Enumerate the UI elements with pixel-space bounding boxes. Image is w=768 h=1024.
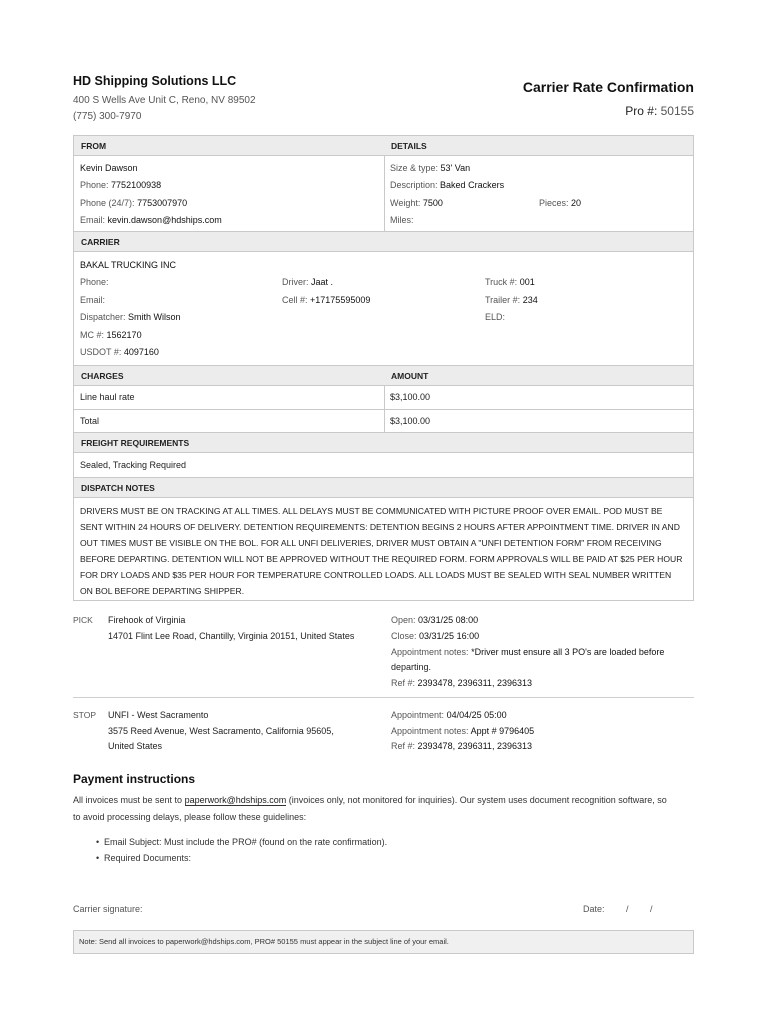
pick-notes: Appointment notes: *Driver must ensure all 3 PO's are loaded before (391, 647, 665, 657)
payment-email-link[interactable]: paperwork@hdships.com (184, 795, 287, 805)
carrier-phone: Phone: (80, 277, 109, 287)
carrier-signature-label: Carrier signature: (73, 904, 143, 914)
charges-section (73, 365, 694, 433)
column-divider (384, 156, 385, 232)
details-weight: Weight: 7500 (390, 198, 443, 208)
carrier-truck: Truck #: 001 (485, 277, 535, 287)
pro-number (625, 104, 694, 118)
stop-divider (73, 697, 694, 698)
carrier-trailer: Trailer #: 234 (485, 295, 538, 305)
from-phone: Phone: 7752100938 (80, 180, 162, 190)
stop-name: UNFI - West Sacramento (108, 710, 209, 720)
details-pieces: Pieces: 20 (539, 198, 582, 208)
row-divider (74, 409, 693, 410)
pick-name: Firehook of Virginia (108, 615, 186, 625)
payment-line-2: to avoid processing delays, please follow these guidelines: (73, 812, 307, 822)
pick-ref: Ref #: 2393478, 2396311, 2396313 (391, 678, 532, 688)
freight-header: FREIGHT REQUIREMENTS (74, 433, 693, 453)
freight-text: Sealed, Tracking Required (80, 460, 187, 470)
stop-type: STOP (73, 710, 96, 720)
document-title: Carrier Rate Confirmation (522, 79, 694, 95)
dispatch-notes-text (80, 503, 682, 599)
pro-label: Pro #: (625, 104, 658, 118)
carrier-eld: ELD: (485, 312, 506, 322)
amount-header: AMOUNT (384, 366, 693, 386)
total-label: Total (80, 416, 100, 426)
dispatch-note-line: OUT TIMES MUST BE VISIBLE ON THE BOL. FOR ALL UNFI DELIVERIES, DRIVER MUST OBTAIN A "UNFI DETENTION FORM" FROM RECEIVING (80, 538, 662, 548)
from-details-section (73, 135, 694, 232)
carrier-driver: Driver: Jaat . (282, 277, 334, 287)
total-amount: $3,100.00 (390, 416, 431, 426)
pick-type: PICK (73, 615, 93, 625)
charge-amount: $3,100.00 (390, 392, 431, 402)
footer-note: Note: Send all invoices to paperwork@hdships.com, PRO# 50155 must appear in the subject line of your email. (73, 930, 694, 954)
stop-address-cont: United States (108, 741, 163, 751)
dispatch-notes-header: DISPATCH NOTES (74, 478, 693, 498)
freight-section (73, 432, 694, 478)
dispatch-note-line: FOR DRY LOADS AND $35 PER HOUR FOR TEMPERATURE CONTROLLED LOADS. ALL LOADS MUST BE SEALED WITH SEAL NUMBER WRITTEN (80, 570, 672, 580)
stop-appointment: Appointment: 04/04/25 05:00 (391, 710, 507, 720)
carrier-usdot: USDOT #: 4097160 (80, 347, 159, 357)
charges-header: CHARGES (74, 366, 385, 386)
payment-line-1: All invoices must be sent to paperwork@hdships.com (invoices only, not monitored for inquiries). Our system uses document recognition software, so (73, 795, 667, 805)
pick-notes-cont: departing. (391, 662, 432, 672)
company-address: 400 S Wells Ave Unit C, Reno, NV 89502 (73, 95, 256, 106)
stop-address: 3575 Reed Avenue, West Sacramento, California 95605, (108, 726, 334, 736)
payment-title: Payment instructions (73, 772, 196, 786)
from-header: FROM (74, 136, 385, 156)
from-name: Kevin Dawson (80, 163, 138, 173)
carrier-cell: Cell #: +17175595009 (282, 295, 371, 305)
date-label: Date: (583, 904, 605, 914)
dispatch-note-line: DRIVERS MUST BE ON TRACKING AT ALL TIMES. ALL DELAYS MUST BE COMMUNICATED WITH PICTURE PROOF OVER EMAIL. POD MUST BE (80, 506, 663, 516)
carrier-mc: MC #: 1562170 (80, 330, 142, 340)
carrier-name: BAKAL TRUCKING INC (80, 260, 177, 270)
carrier-dispatcher: Dispatcher: Smith Wilson (80, 312, 181, 322)
details-miles: Miles: (390, 215, 414, 225)
from-phone247: Phone (24/7): 7753007970 (80, 198, 188, 208)
company-name: HD Shipping Solutions LLC (73, 74, 237, 88)
carrier-email: Email: (80, 295, 106, 305)
carrier-section (73, 231, 694, 366)
pick-address: 14701 Flint Lee Road, Chantilly, Virginia 20151, United States (108, 631, 355, 641)
dispatch-note-line: ON BOL BEFORE DEPARTING SHIPPER. (80, 586, 245, 596)
details-size: Size & type: 53' Van (390, 163, 471, 173)
company-phone: (775) 300-7970 (73, 111, 142, 122)
charge-label: Line haul rate (80, 392, 135, 402)
payment-bullet: • Required Documents: (104, 853, 191, 863)
details-header: DETAILS (384, 136, 693, 156)
pick-open: Open: 03/31/25 08:00 (391, 615, 479, 625)
from-email: Email: kevin.dawson@hdships.com (80, 215, 222, 225)
carrier-header: CARRIER (74, 232, 693, 252)
date-separator: / (626, 904, 629, 914)
stop-notes: Appointment notes: Appt # 9796405 (391, 726, 535, 736)
stop-ref: Ref #: 2393478, 2396311, 2396313 (391, 741, 532, 751)
details-description: Description: Baked Crackers (390, 180, 505, 190)
payment-bullet: • Email Subject: Must include the PRO# (found on the rate confirmation). (104, 837, 387, 847)
pro-value: 50155 (660, 104, 694, 118)
date-separator: / (650, 904, 653, 914)
dispatch-note-line: BEFORE DEPARTING. DETENTION WILL NOT BE APPROVED WITHOUT THE REQUIRED FORM. FORM APPROVALS WILL BE PAID AT $25 PER HOUR (80, 554, 683, 564)
dispatch-notes-section (73, 477, 694, 601)
pick-close: Close: 03/31/25 16:00 (391, 631, 480, 641)
dispatch-note-line: SENT WITHIN 24 HOURS OF DELIVERY. DETENTION REQUIREMENTS: DETENTION BEGINS 2 HOURS AFTER APPOINTMENT TIME. DRIVER IN AND (80, 522, 680, 532)
